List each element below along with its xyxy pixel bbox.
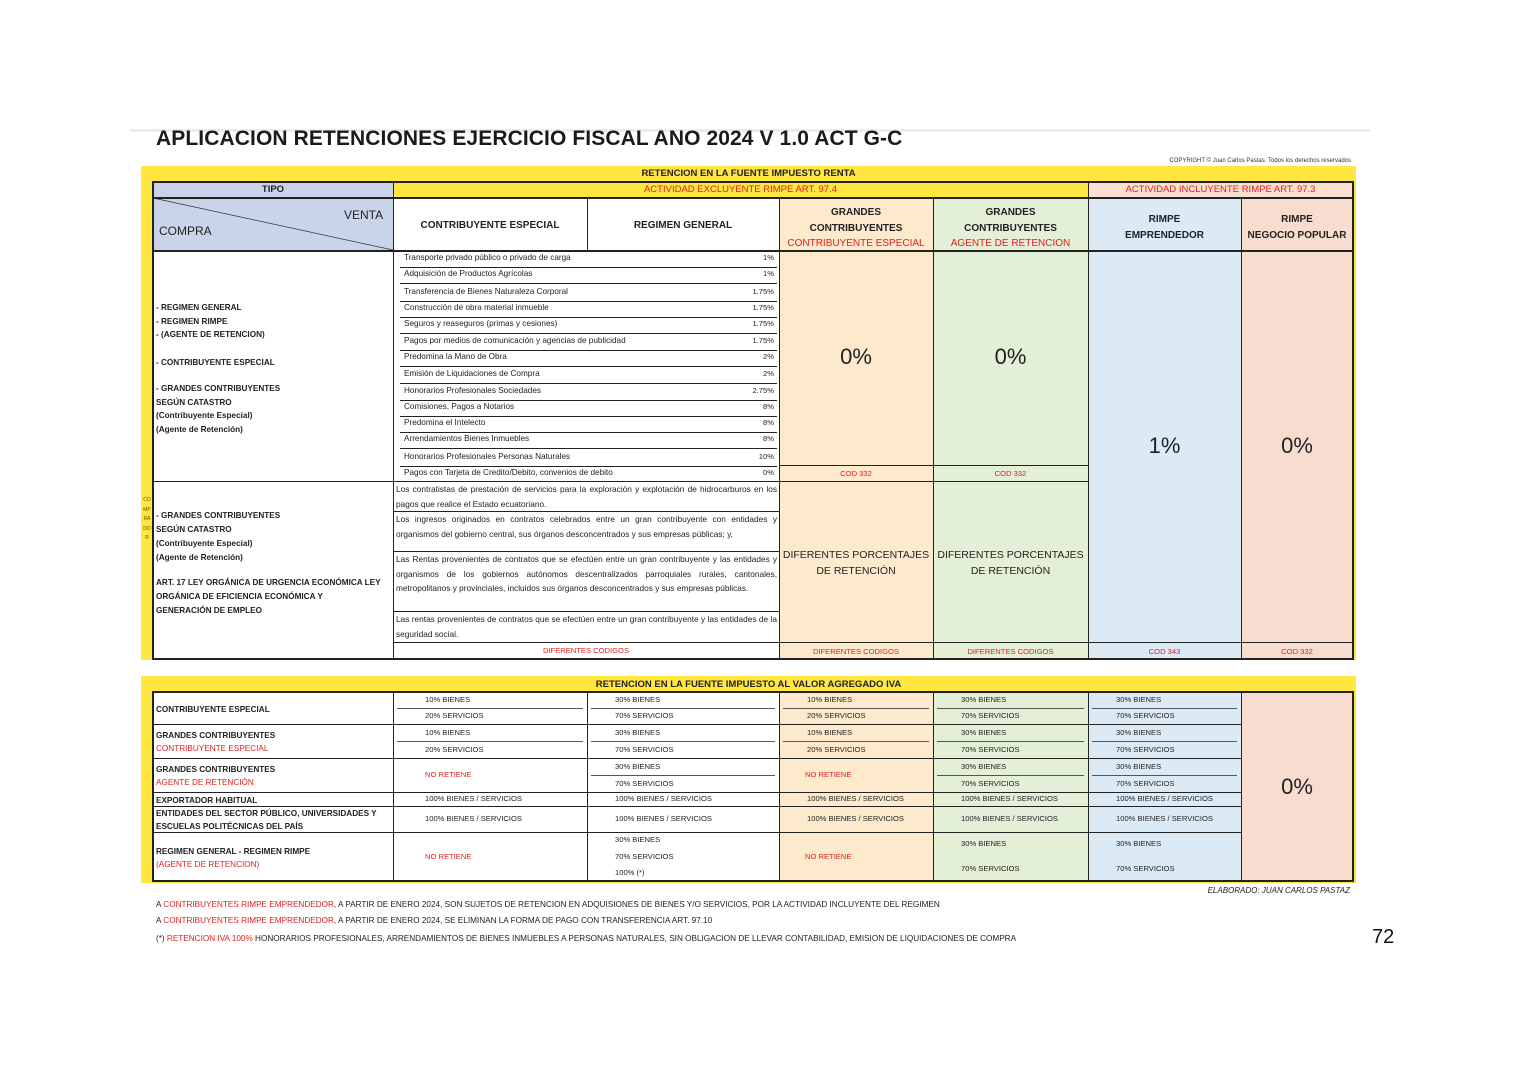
concept-item: Adquisición de Productos Agrícolas [404,269,533,278]
iva-cell-divider [937,775,1084,776]
col-contribuyente-especial: CONTRIBUYENTE ESPECIAL [420,220,560,231]
col-regimen-general: REGIMEN GENERAL [633,220,733,231]
iva-cell-value: 100% BIENES / SERVICIOS [1116,814,1213,823]
iva-cell-value: 70% SERVICIOS [615,744,674,754]
concept-item: Transporte privado público o privado de carga [404,253,571,262]
cod-332-ce: COD 332 [840,469,872,478]
concept-item: Comisiones, Pagos a Notarios [404,402,515,411]
paragraph-gobierno-central: Los ingresos originados en contratos celebrados entre un gran contribuyente con entidades y organismos del gobierno central, sus órganos desconcentrados y sus empresas públicas; y, [396,514,777,539]
concept-divider [400,432,777,433]
grandes-ce-zero-pct: 0% [840,344,872,369]
iva-cell-divider [591,741,775,742]
excluyente-label: ACTIVIDAD EXCLUYENTE RIMPE ART. 97.4 [643,184,838,195]
iva-cell-value: 30% BIENES [615,761,661,771]
concept-pct: 2.75% [752,386,774,395]
concept-pct: 8% [763,434,774,443]
iva-cell-value: 30% BIENES [961,761,1007,771]
col-rimpe-negocio-popular: RIMPE NEGOCIO POPULAR [1247,214,1347,241]
diferentes-porcentajes-ar: DIFERENTES PORCENTAJES DE RETENCIÓN [937,549,1084,577]
iva-cell-divider [937,708,1084,709]
concept-item: Predomina el Intelecto [404,418,486,427]
concept-pct: 1.75% [752,287,774,296]
concept-pct: 1% [763,269,774,278]
diferentes-porcentajes-ce: DIFERENTES PORCENTAJES DE RETENCIÓN [782,549,930,577]
iva-cell-value: 20% SERVICIOS [807,711,866,720]
concept-divider [400,283,777,284]
iva-row-divider [152,792,1241,793]
iva-cell-value: 70% SERVICIOS [615,711,674,720]
iva-row-label: REGIMEN GENERAL - REGIMEN RIMPE (AGENTE DE RETENCION) [156,846,311,869]
concept-item: Emisión de Liquidaciones de Compra [404,369,540,378]
concept-divider [400,466,777,467]
page-number: 72 [1372,926,1395,948]
iva-cell-value: 100% BIENES / SERVICIOS [1116,794,1213,803]
iva-cell-value: 70% SERVICIOS [1116,778,1175,788]
concept-divider [400,350,777,351]
iva-negocio-popular-pct: 0% [1281,774,1313,799]
concept-item: Pagos con Tarjeta de Credito/Debito, convenios de debito [404,468,613,477]
iva-row-divider [152,724,1241,725]
concept-item: Arrendamientos Bienes Inmuebles [404,434,530,443]
iva-cell-value: 100% BIENES / SERVICIOS [425,794,522,803]
iva-cell-value: 100% BIENES / SERVICIOS [425,814,522,823]
concept-pct: 2% [763,352,774,361]
comprador-vertical-label: COMPRADOR [143,497,151,541]
iva-cell-value: 100% BIENES / SERVICIOS [615,794,712,803]
iva-col-ce-bg [779,692,933,881]
iva-row-divider [152,832,1241,833]
iva-row-label: GRANDES CONTRIBUYENTES AGENTE DE RETENCIÓN [156,765,276,787]
incluyente-label: ACTIVIDAD INCLUYENTE RIMPE ART. 97.3 [1125,184,1316,195]
iva-cell-value: 100% (*) [615,867,645,877]
concept-pct: 0% [763,468,774,477]
concept-pct: 10% [758,452,774,461]
concept-pct: 8% [763,402,774,411]
footnote: (*) RETENCION IVA 100% HONORARIOS PROFESIONALES, ARRENDAMIENTOS DE BIENES INMUEBLES A PERSONAS NATURALES, SIN OBLIGACION DE LLEVAR CONTABILIDAD, EMISION DE LIQUIDACIONES DE COMPRA [156,934,1017,943]
footnote: A CONTRIBUYENTES RIMPE EMPRENDEDOR, A PARTIR DE ENERO 2024, SON SUJETOS DE RETENCION EN ADQUISIONES DE BIENES Y/O SERVICIOS, POR LA ACTIVIDAD INCLUYENTE DEL REGIMEN [156,900,940,909]
cod-343: COD 343 [1148,647,1181,656]
iva-cell-value: 30% BIENES [615,835,661,845]
concept-item: Seguros y reaseguros (primas y cesiones) [404,319,558,328]
col-grandes-ar-bg [933,198,1088,659]
rimpe-negocio-popular-pct: 0% [1281,433,1313,458]
iva-cell-value: 20% SERVICIOS [425,711,484,720]
col-grandes-ar: GRANDES CONTRIBUYENTES AGENTE DE RETENCION [950,207,1071,249]
iva-cell-divider [397,741,583,742]
paragraph-hidrocarburos: Los contratistas de prestación de servicios para la exploración y explotación de hidrocarburos en los pagos que realice el Estado ecuatoriano. [396,484,777,509]
concept-divider [400,416,777,417]
concept-item: Transferencia de Bienes Naturaleza Corporal [404,287,568,296]
iva-cell-value: 30% BIENES [1116,761,1162,771]
iva-cell-value: 70% SERVICIOS [961,744,1020,754]
concept-item: Construcción de obra material inmueble [404,303,549,312]
iva-cell-value: 70% SERVICIOS [615,778,674,788]
iva-cell-value: 30% BIENES [615,727,661,737]
concept-pct: 1.75% [752,336,774,345]
iva-cell-divider [783,741,929,742]
iva-cell-divider [1092,708,1237,709]
iva-cell-value: 70% SERVICIOS [1116,744,1175,754]
iva-cell-value: 10% BIENES [425,695,471,704]
iva-cell-value: 100% BIENES / SERVICIOS [807,814,904,823]
iva-cell-divider [1092,741,1237,742]
iva-cell-divider [783,708,929,709]
left-group-1: - REGIMEN GENERAL - REGIMEN RIMPE - (AGENTE DE RETENCION) - CONTRIBUYENTE ESPECIAL - GRANDES CONTRIBUYENTES SEGÚN CATASTRO (Contribuyente Especial) (Agente de Retención) [156,303,281,434]
iva-cell-value: NO RETIENE [425,770,472,779]
paragraph-seguridad-social: Las rentas provenientes de contratos que se efectúen entre un gran contribuyente y las entidades de la seguridad social. [396,614,777,639]
col-grandes-ce: GRANDES CONTRIBUYENTES CONTRIBUYENTE ESPECIAL [787,207,925,249]
grandes-ar-zero-pct: 0% [994,344,1027,369]
iva-cell-value: 100% BIENES / SERVICIOS [615,814,712,823]
iva-cell-value: 10% BIENES [425,727,471,737]
iva-cell-value: 10% BIENES [807,727,853,737]
iva-cell-divider [937,741,1084,742]
venta-label: VENTA [344,208,384,222]
elaborado-por: ELABORADO: JUAN CARLOS PASTAZ [1207,886,1350,895]
iva-cell-value: NO RETIENE [805,770,852,779]
concept-pct: 8% [763,418,774,427]
concept-item: Predomina la Mano de Obra [404,352,507,361]
iva-cell-value: 70% SERVICIOS [961,778,1020,788]
iva-cell-value: 100% BIENES / SERVICIOS [961,814,1058,823]
iva-cell-divider [1092,775,1237,776]
concept-divider [400,448,777,449]
cod-332-negocio-popular: COD 332 [1281,647,1313,656]
concept-divider [400,366,777,367]
left-group-2: - GRANDES CONTRIBUYENTES SEGÚN CATASTRO (Contribuyente Especial) (Agente de Retención) ART. 17 LEY ORGÁNICA DE URGENCIA ECONÓMICA LEY ORGÁNICA DE EFICIENCIA ECONÓMICA Y GENERACIÓN DE EMPLEO [156,511,381,615]
concept-pct: 1.75% [752,319,774,328]
concept-divider [400,301,777,302]
iva-cell-value: 20% SERVICIOS [807,744,866,754]
col-rimpe-np-bg [1241,198,1353,659]
iva-cell-value: 30% BIENES [1116,839,1162,849]
iva-row-divider [152,758,1241,759]
diferentes-codigos-concepts: DIFERENTES CODIGOS [542,646,630,655]
concept-pct: 1% [763,253,774,262]
footnote: A CONTRIBUYENTES RIMPE EMPRENDEDOR, A PARTIR DE ENERO 2024, SE ELIMINAN LA FORMA DE PAGO CON TRANSFERENCIA ART. 97.10 [156,916,713,925]
iva-cell-value: 70% SERVICIOS [961,863,1020,873]
page-title: APLICACION RETENCIONES EJERCICIO FISCAL ANO 2024 V 1.0 ACT G-C [156,127,903,150]
tipo-label: TIPO [261,184,285,195]
iva-cell-value: 30% BIENES [615,695,661,704]
iva-cell-divider [591,708,775,709]
iva-cell-value: 70% SERVICIOS [1116,863,1175,873]
iva-row-label: GRANDES CONTRIBUYENTES CONTRIBUYENTE ESPECIAL [156,731,276,753]
iva-cell-value: 20% SERVICIOS [425,744,484,754]
iva-cell-divider [591,775,775,776]
rimpe-emprendedor-pct: 1% [1148,433,1181,458]
col-rimpe-emprendedor: RIMPE EMPRENDEDOR [1125,214,1204,241]
concept-divider [400,267,777,268]
iva-cell-value: 30% BIENES [1116,727,1162,737]
copyright-notice: COPYRIGHT © Juan Carlos Pastas. Todos los derechos reservados [1169,158,1351,164]
col-grandes-ce-bg [779,198,933,659]
cod-332-ar: COD 332 [994,469,1027,478]
iva-cell-divider [397,708,583,709]
concept-pct: 2% [763,369,774,378]
iva-cell-value: 10% BIENES [807,695,853,704]
concept-item: Honorarios Profesionales Sociedades [404,386,541,395]
iva-cell-value: 70% SERVICIOS [615,851,674,861]
diferentes-codigos-ce: DIFERENTES CODIGOS [812,647,900,656]
concept-item: Honorarios Profesionales Personas Naturales [404,452,571,461]
concept-divider [400,317,777,318]
iva-cell-value: 30% BIENES [961,839,1007,849]
concept-divider [400,333,777,334]
iva-title: RETENCION EN LA FUENTE IMPUESTO AL VALOR AGREGADO IVA [595,679,902,690]
iva-cell-value: 70% SERVICIOS [961,711,1020,720]
iva-cell-value: NO RETIENE [425,851,472,861]
paragraph-gobiernos-autonomos: Las Rentas provenientes de contratos que se efectúen entre un gran contribuyente y las entidades y organismos de los gobiernos autónomos descentralizados parroquiales rurales, cantonales, metropolitanos y provinciales, incluidos sus órganos desconcentrados y sus empresas públicas. [396,554,777,594]
iva-row-label: CONTRIBUYENTE ESPECIAL [156,704,270,714]
iva-cell-value: 100% BIENES / SERVICIOS [807,794,904,803]
iva-row-label: EXPORTADOR HABITUAL [156,795,258,805]
diferentes-codigos-ar: DIFERENTES CODIGOS [967,647,1054,656]
concept-pct: 1.75% [752,303,774,312]
col-rimpe-emp-bg [1088,198,1241,659]
concept-divider [400,400,777,401]
concept-item: Pagos por medios de comunicación y agencias de publicidad [404,336,626,345]
iva-cell-value: 30% BIENES [1116,695,1162,704]
renta-title: RETENCION EN LA FUENTE IMPUESTO RENTA [641,168,856,179]
compra-label: COMPRA [159,224,212,238]
iva-cell-value: 30% BIENES [961,695,1007,704]
iva-cell-value: NO RETIENE [805,851,852,861]
iva-cell-value: 100% BIENES / SERVICIOS [961,794,1058,803]
iva-cell-value: 30% BIENES [961,727,1007,737]
concept-divider [400,383,777,384]
iva-cell-value: 70% SERVICIOS [1116,711,1175,720]
iva-row-label: ENTIDADES DEL SECTOR PÚBLICO, UNIVERSIDADES Y ESCUELAS POLITÉCNICAS DEL PAÍS [156,809,377,831]
